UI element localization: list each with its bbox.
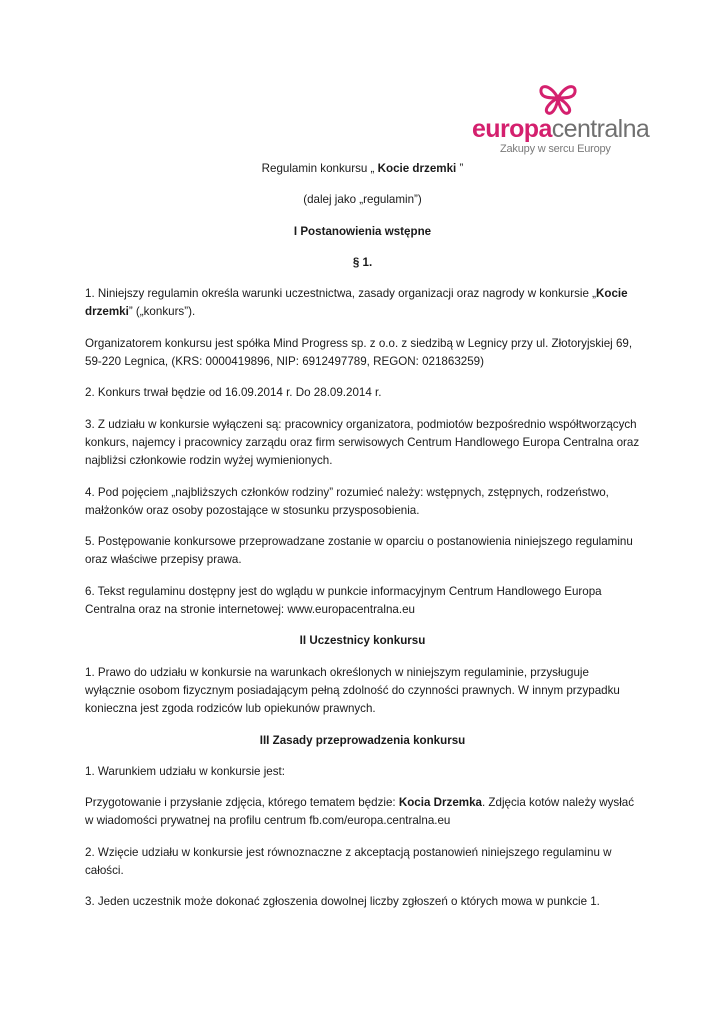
section3-paragraph-3: 3. Jeden uczestnik może dokonać zgłoszenia dowolnej liczby zgłoszeń o których mowa w punkcie 1. <box>85 895 600 909</box>
logo-brand-part2: centralna <box>551 115 650 143</box>
paragraph-1-text: 1. Niniejszy regulamin określa warunki uczestnictwa, zasady organizacji oraz nagrody w konkursie „ <box>85 287 596 301</box>
title-prefix: Regulamin konkursu „ <box>261 162 378 175</box>
paragraph-1 <box>85 285 640 322</box>
paragraph-5: 5. Postępowanie konkursowe przeprowadzane zostanie w oparciu o postanowienia niniejszego regulaminu oraz właściwe przepisy prawa. <box>85 535 633 567</box>
title-bold: Kocie drzemki <box>377 162 457 175</box>
paragraph-6: 6. Tekst regulaminu dostępny jest do wglądu w punkcie informacyjnym Centrum Handlowego Europa Centralna oraz na stronie internetowej: www.europacentralna.eu <box>85 584 602 617</box>
section3-paragraph-2: 2. Wzięcie udziału w konkursie jest równoznaczne z akceptacją postanowień niniejszego regulaminu w całości. <box>85 845 612 878</box>
paragraph-1-suffix: ” („konkurs”). <box>128 305 196 319</box>
document-title <box>85 160 640 178</box>
europa-centralna-logo <box>468 80 648 156</box>
paragraph-symbol: § 1. <box>352 255 373 269</box>
document-subtitle: (dalej jako „regulamin”) <box>303 193 422 207</box>
section-heading-2: II Uczestnicy konkursu <box>299 634 426 648</box>
preparation-bold: Kocia Drzemka <box>398 796 482 810</box>
section-heading-3: III Zasady przeprowadzenia konkursu <box>259 733 466 747</box>
logo-brand-part1: europa <box>472 115 552 143</box>
section3-paragraph-1: 1. Warunkiem udziału w konkursie jest: <box>85 764 285 778</box>
preparation-prefix: Przygotowanie i przysłanie zdjęcia, którego tematem będzie: <box>85 796 399 810</box>
butterfly-icon <box>536 80 580 116</box>
paragraph-4: 4. Pod pojęciem „najbliższych członków rodziny” rozumieć należy: wstępnych, zstępnych, rodzeństwo, małżonków oraz osoby pozostające w stosunku przysposobienia. <box>85 485 609 517</box>
title-suffix: ” <box>456 162 464 175</box>
paragraph-2: 2. Konkurs trwał będzie od 16.09.2014 r. Do 28.09.2014 r. <box>85 386 382 400</box>
preparation-suffix: . Zdjęcia kotów należy wysłać w wiadomości prywatnej na profilu centrum fb.com/europa.centralna.eu <box>85 796 635 828</box>
paragraph-1-bold: Kocie drzemki <box>85 287 628 319</box>
section3-preparation <box>85 794 640 831</box>
paragraph-3: 3. Z udziału w konkursie wyłączeni są: pracownicy organizatora, podmiotów bezpośrednio współtworzących konkurs, najemcy i pracownicy zarządu oraz firm serwisowych Centrum Handlowego Europa Centralna oraz najbliżsi członkowie rodzin wyżej wymienionych. <box>85 417 640 468</box>
section2-paragraph-1: 1. Prawo do udziału w konkursie na warunkach określonych w niniejszym regulaminie, przysługuje wyłącznie osobom fizycznym posiadającym pełną zdolność do czynności prawnych. W innym przypadku konieczna jest zgoda rodziców lub opiekunów prawnych. <box>85 665 620 716</box>
section-heading-1: I Postanowienia wstępne <box>293 224 432 238</box>
logo-tagline: Zakupy w sercu Europy <box>500 143 611 155</box>
logo-wordmark <box>472 114 649 144</box>
paragraph-organizer: Organizatorem konkursu jest spółka Mind Progress sp. z o.o. z siedzibą w Legnicy przy ul. Złotoryjskiej 69, 59-220 Legnica, (KRS: 0000419896, NIP: 6912497789, REGON: 021863259) <box>85 336 633 369</box>
document-body <box>85 160 640 925</box>
